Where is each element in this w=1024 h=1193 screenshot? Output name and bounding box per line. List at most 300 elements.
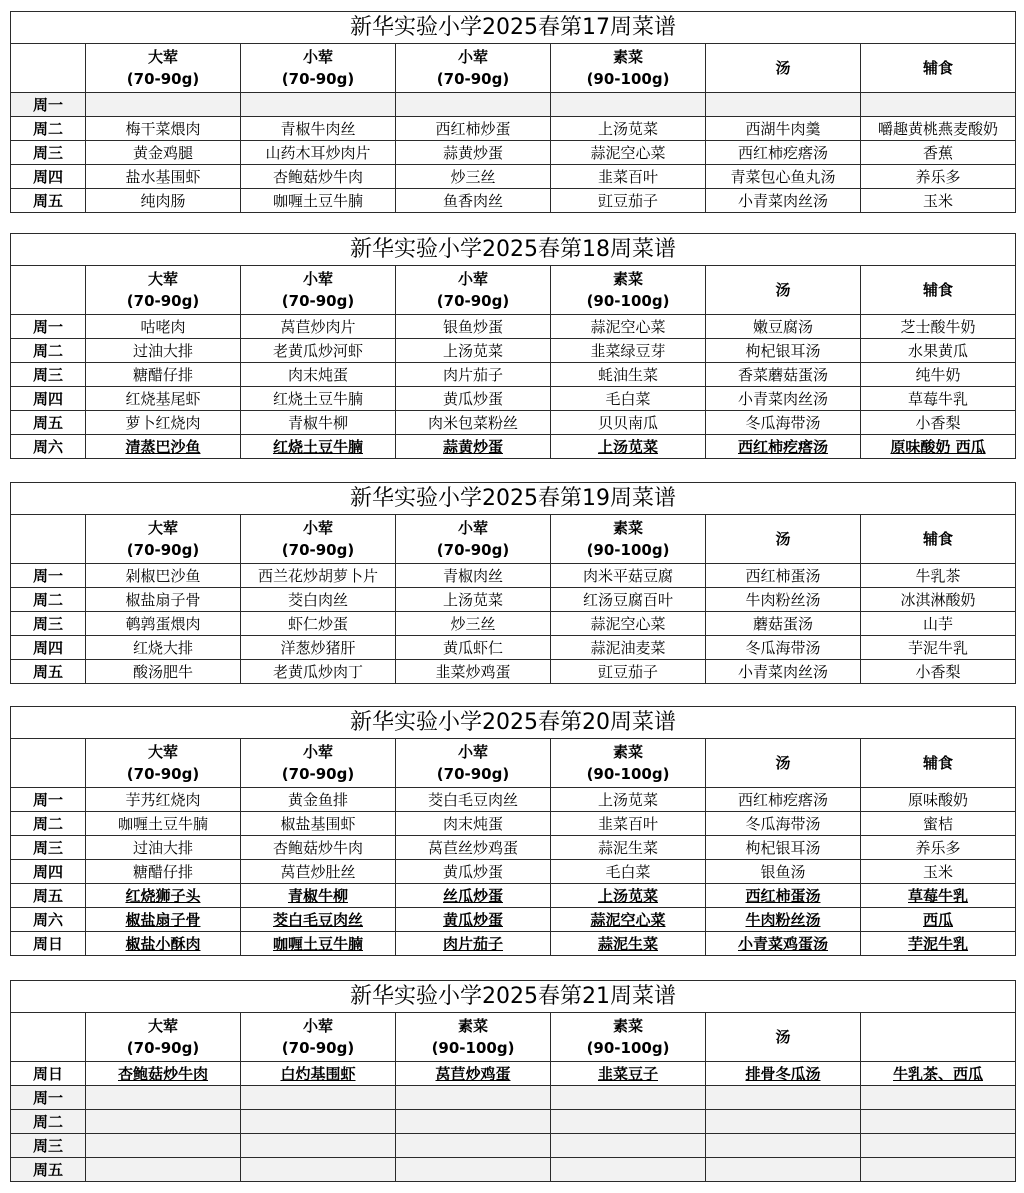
- dish-cell: 老黄瓜炒肉丁: [241, 660, 396, 684]
- dish-cell: 丝瓜炒蛋: [396, 884, 551, 908]
- dish-cell: [861, 93, 1016, 117]
- dish-cell: 糖醋仔排: [86, 363, 241, 387]
- dish-cell: 莴苣炒肚丝: [241, 860, 396, 884]
- dish-cell: 萝卜红烧肉: [86, 411, 241, 435]
- column-header: [86, 44, 241, 93]
- day-label: 周六: [11, 435, 86, 459]
- dish-cell: 蒜泥生菜: [551, 932, 706, 956]
- table-row: [11, 1110, 1016, 1134]
- dish-cell: 西红柿炒蛋: [396, 117, 551, 141]
- column-header: [706, 266, 861, 315]
- table-row: [11, 636, 1016, 660]
- table-row: [11, 315, 1016, 339]
- dish-cell: [706, 1086, 861, 1110]
- column-header-portion: (90-100g): [586, 541, 670, 559]
- day-label: 周一: [11, 788, 86, 812]
- column-header-name: 汤: [775, 754, 791, 772]
- column-header: [86, 266, 241, 315]
- dish-cell: 黄瓜虾仁: [396, 636, 551, 660]
- dish-cell: 芋泥牛乳: [861, 932, 1016, 956]
- table-row: [11, 660, 1016, 684]
- day-label: 周二: [11, 117, 86, 141]
- dish-cell: 香蕉: [861, 141, 1016, 165]
- dish-cell: 茭白肉丝: [241, 588, 396, 612]
- dish-cell: 香菜蘑菇蛋汤: [706, 363, 861, 387]
- day-label: 周四: [11, 636, 86, 660]
- dish-cell: 酸汤肥牛: [86, 660, 241, 684]
- day-label: 周五: [11, 189, 86, 213]
- column-header-portion: (70-90g): [281, 1039, 355, 1057]
- dish-cell: 红烧土豆牛腩: [241, 435, 396, 459]
- column-header: [551, 515, 706, 564]
- dish-cell: 冬瓜海带汤: [706, 636, 861, 660]
- dish-cell: [86, 1134, 241, 1158]
- header-corner: [11, 44, 86, 93]
- day-label: 周五: [11, 884, 86, 908]
- dish-cell: [706, 1134, 861, 1158]
- dish-cell: 蒜黄炒蛋: [396, 141, 551, 165]
- header-corner: [11, 515, 86, 564]
- week-menu-table: [10, 706, 1016, 956]
- column-header: [86, 1013, 241, 1062]
- dish-cell: 排骨冬瓜汤: [706, 1062, 861, 1086]
- column-header: [241, 739, 396, 788]
- dish-cell: 小青菜肉丝汤: [706, 660, 861, 684]
- column-header-name: 大荤: [147, 270, 178, 288]
- column-header: [706, 515, 861, 564]
- dish-cell: 黄瓜炒蛋: [396, 908, 551, 932]
- column-header-portion: (70-90g): [281, 70, 355, 88]
- dish-cell: 玉米: [861, 860, 1016, 884]
- table-row: [11, 411, 1016, 435]
- column-header-name: 素菜: [612, 48, 643, 66]
- table-row: [11, 932, 1016, 956]
- dish-cell: 青菜包心鱼丸汤: [706, 165, 861, 189]
- column-header-name: 素菜: [457, 1017, 488, 1035]
- dish-cell: 毛白菜: [551, 860, 706, 884]
- dish-cell: 芋艿红烧肉: [86, 788, 241, 812]
- dish-cell: 炒三丝: [396, 165, 551, 189]
- dish-cell: [861, 1158, 1016, 1182]
- column-header-portion: (70-90g): [281, 292, 355, 310]
- table-row: [11, 387, 1016, 411]
- dish-cell: 原味酸奶: [861, 788, 1016, 812]
- table-row: [11, 189, 1016, 213]
- dish-cell: 茭白毛豆肉丝: [396, 788, 551, 812]
- column-header: [706, 739, 861, 788]
- column-header-portion: (90-100g): [586, 1039, 670, 1057]
- column-header: [861, 44, 1016, 93]
- table-row: [11, 908, 1016, 932]
- dish-cell: [706, 1110, 861, 1134]
- week-title: 新华实验小学2025春第17周菜谱: [11, 12, 1016, 44]
- dish-cell: 蒜泥油麦菜: [551, 636, 706, 660]
- dish-cell: 鹌鹑蛋煨肉: [86, 612, 241, 636]
- table-row: [11, 836, 1016, 860]
- day-label: 周五: [11, 660, 86, 684]
- column-header-portion: (90-100g): [431, 1039, 515, 1057]
- column-header-name: 辅食: [923, 754, 954, 772]
- dish-cell: [396, 93, 551, 117]
- column-header-name: 汤: [775, 530, 791, 548]
- day-label: 周日: [11, 932, 86, 956]
- dish-cell: 炒三丝: [396, 612, 551, 636]
- column-header-portion: (70-90g): [436, 292, 510, 310]
- day-label: 周一: [11, 315, 86, 339]
- column-header-name: 小荤: [457, 743, 488, 761]
- column-header: [861, 266, 1016, 315]
- dish-cell: 豇豆茄子: [551, 660, 706, 684]
- column-header: [551, 1013, 706, 1062]
- column-header-name: 大荤: [147, 743, 178, 761]
- dish-cell: 杏鲍菇炒牛肉: [241, 165, 396, 189]
- column-header: [551, 266, 706, 315]
- dish-cell: 黄瓜炒蛋: [396, 860, 551, 884]
- dish-cell: 剁椒巴沙鱼: [86, 564, 241, 588]
- dish-cell: 青椒牛肉丝: [241, 117, 396, 141]
- column-header: [396, 266, 551, 315]
- column-header-portion: (90-100g): [586, 70, 670, 88]
- dish-cell: 养乐多: [861, 836, 1016, 860]
- header-corner: [11, 739, 86, 788]
- dish-cell: 莴苣炒肉片: [241, 315, 396, 339]
- dish-cell: 黄瓜炒蛋: [396, 387, 551, 411]
- header-corner: [11, 1013, 86, 1062]
- column-header-name: 小荤: [302, 270, 333, 288]
- dish-cell: 养乐多: [861, 165, 1016, 189]
- column-header: [241, 44, 396, 93]
- dish-cell: 椒盐扇子骨: [86, 588, 241, 612]
- day-label: 周三: [11, 1134, 86, 1158]
- dish-cell: 红烧大排: [86, 636, 241, 660]
- dish-cell: 茭白毛豆肉丝: [241, 908, 396, 932]
- dish-cell: 银鱼汤: [706, 860, 861, 884]
- day-label: 周一: [11, 564, 86, 588]
- column-header-name: 素菜: [612, 1017, 643, 1035]
- dish-cell: 嫩豆腐汤: [706, 315, 861, 339]
- dish-cell: 肉米包菜粉丝: [396, 411, 551, 435]
- dish-cell: [86, 93, 241, 117]
- day-label: 周三: [11, 363, 86, 387]
- dish-cell: [241, 1110, 396, 1134]
- day-label: 周二: [11, 588, 86, 612]
- column-header-name: 汤: [775, 1028, 791, 1046]
- dish-cell: 水果黄瓜: [861, 339, 1016, 363]
- dish-cell: 小青菜鸡蛋汤: [706, 932, 861, 956]
- column-header-name: 辅食: [923, 281, 954, 299]
- day-label: 周五: [11, 1158, 86, 1182]
- dish-cell: [396, 1134, 551, 1158]
- day-label: 周三: [11, 141, 86, 165]
- dish-cell: 咖喱土豆牛腩: [241, 932, 396, 956]
- column-header: [241, 266, 396, 315]
- dish-cell: 西兰花炒胡萝卜片: [241, 564, 396, 588]
- dish-cell: [551, 1158, 706, 1182]
- column-header-portion: (90-100g): [586, 292, 670, 310]
- dish-cell: 上汤苋菜: [551, 435, 706, 459]
- dish-cell: 芋泥牛乳: [861, 636, 1016, 660]
- column-header-name: 小荤: [457, 519, 488, 537]
- table-row: [11, 141, 1016, 165]
- week-title: 新华实验小学2025春第18周菜谱: [11, 234, 1016, 266]
- column-header: [396, 44, 551, 93]
- column-header-portion: (70-90g): [436, 765, 510, 783]
- column-header: [86, 739, 241, 788]
- dish-cell: 红汤豆腐百叶: [551, 588, 706, 612]
- column-header-name: 汤: [775, 59, 791, 77]
- table-row: [11, 1134, 1016, 1158]
- dish-cell: 梅干菜煨肉: [86, 117, 241, 141]
- dish-cell: 莴苣丝炒鸡蛋: [396, 836, 551, 860]
- dish-cell: 肉片茄子: [396, 932, 551, 956]
- dish-cell: 小青菜肉丝汤: [706, 189, 861, 213]
- column-header: [551, 44, 706, 93]
- dish-cell: [86, 1086, 241, 1110]
- dish-cell: 青椒肉丝: [396, 564, 551, 588]
- table-row: [11, 788, 1016, 812]
- column-header: [551, 739, 706, 788]
- day-label: 周四: [11, 860, 86, 884]
- day-label: 周五: [11, 411, 86, 435]
- dish-cell: 莴苣炒鸡蛋: [396, 1062, 551, 1086]
- column-header: [861, 515, 1016, 564]
- column-header-portion: (70-90g): [126, 70, 200, 88]
- column-header-portion: (90-100g): [586, 765, 670, 783]
- dish-cell: 黄金鸡腿: [86, 141, 241, 165]
- table-row: [11, 363, 1016, 387]
- day-label: 周四: [11, 387, 86, 411]
- dish-cell: 牛肉粉丝汤: [706, 588, 861, 612]
- dish-cell: [396, 1086, 551, 1110]
- column-header-name: 素菜: [612, 270, 643, 288]
- column-header: [706, 1013, 861, 1062]
- dish-cell: [706, 93, 861, 117]
- dish-cell: 肉末炖蛋: [241, 363, 396, 387]
- dish-cell: [706, 1158, 861, 1182]
- dish-cell: 纯牛奶: [861, 363, 1016, 387]
- dish-cell: 咖喱土豆牛腩: [241, 189, 396, 213]
- dish-cell: [86, 1158, 241, 1182]
- table-row: [11, 1062, 1016, 1086]
- dish-cell: 糖醋仔排: [86, 860, 241, 884]
- dish-cell: 杏鲍菇炒牛肉: [86, 1062, 241, 1086]
- table-row: [11, 812, 1016, 836]
- dish-cell: 芝士酸牛奶: [861, 315, 1016, 339]
- dish-cell: 西湖牛肉羹: [706, 117, 861, 141]
- dish-cell: 韭菜绿豆芽: [551, 339, 706, 363]
- table-row: [11, 93, 1016, 117]
- column-header-name: 辅食: [923, 530, 954, 548]
- column-header: [396, 1013, 551, 1062]
- week-title: 新华实验小学2025春第19周菜谱: [11, 483, 1016, 515]
- week-menu-table: [10, 233, 1016, 459]
- day-label: 周三: [11, 612, 86, 636]
- dish-cell: 蒜泥空心菜: [551, 908, 706, 932]
- dish-cell: 上汤苋菜: [396, 339, 551, 363]
- dish-cell: 韭菜豆子: [551, 1062, 706, 1086]
- table-row: [11, 1086, 1016, 1110]
- dish-cell: [551, 93, 706, 117]
- dish-cell: 韭菜炒鸡蛋: [396, 660, 551, 684]
- dish-cell: [241, 93, 396, 117]
- dish-cell: 贝贝南瓜: [551, 411, 706, 435]
- dish-cell: 椒盐基围虾: [241, 812, 396, 836]
- dish-cell: 小香梨: [861, 660, 1016, 684]
- dish-cell: 小青菜肉丝汤: [706, 387, 861, 411]
- dish-cell: 肉片茄子: [396, 363, 551, 387]
- dish-cell: 蒜泥空心菜: [551, 315, 706, 339]
- dish-cell: 红烧基尾虾: [86, 387, 241, 411]
- day-label: 周一: [11, 93, 86, 117]
- column-header-name: 小荤: [302, 48, 333, 66]
- column-header: [86, 515, 241, 564]
- dish-cell: 上汤苋菜: [551, 117, 706, 141]
- dish-cell: 咖喱土豆牛腩: [86, 812, 241, 836]
- column-header-name: 汤: [775, 281, 791, 299]
- dish-cell: 冬瓜海带汤: [706, 411, 861, 435]
- day-label: 周二: [11, 812, 86, 836]
- column-header-portion: (70-90g): [126, 1039, 200, 1057]
- table-row: [11, 1158, 1016, 1182]
- dish-cell: 山药木耳炒肉片: [241, 141, 396, 165]
- dish-cell: [861, 1134, 1016, 1158]
- dish-cell: 黄金鱼排: [241, 788, 396, 812]
- column-header-portion: (70-90g): [436, 70, 510, 88]
- day-label: 周二: [11, 1110, 86, 1134]
- dish-cell: [241, 1158, 396, 1182]
- dish-cell: 青椒牛柳: [241, 884, 396, 908]
- column-header-name: 小荤: [302, 1017, 333, 1035]
- dish-cell: 豇豆茄子: [551, 189, 706, 213]
- column-header-portion: (70-90g): [126, 765, 200, 783]
- column-header-name: 小荤: [457, 270, 488, 288]
- column-header-name: 素菜: [612, 519, 643, 537]
- dish-cell: 蒜泥生菜: [551, 836, 706, 860]
- dish-cell: 肉末炖蛋: [396, 812, 551, 836]
- dish-cell: 鱼香肉丝: [396, 189, 551, 213]
- dish-cell: 原味酸奶 西瓜: [861, 435, 1016, 459]
- dish-cell: 上汤苋菜: [551, 884, 706, 908]
- dish-cell: 西红柿疙瘩汤: [706, 435, 861, 459]
- column-header-name: 素菜: [612, 743, 643, 761]
- dish-cell: 韭菜百叶: [551, 812, 706, 836]
- dish-cell: 青椒牛柳: [241, 411, 396, 435]
- dish-cell: 蒜黄炒蛋: [396, 435, 551, 459]
- dish-cell: 咕咾肉: [86, 315, 241, 339]
- header-corner: [11, 266, 86, 315]
- dish-cell: 蒜泥空心菜: [551, 612, 706, 636]
- column-header: [861, 1013, 1016, 1062]
- day-label: 周三: [11, 836, 86, 860]
- dish-cell: 西瓜: [861, 908, 1016, 932]
- column-header: [241, 515, 396, 564]
- dish-cell: 西红柿疙瘩汤: [706, 788, 861, 812]
- table-row: [11, 884, 1016, 908]
- dish-cell: 冬瓜海带汤: [706, 812, 861, 836]
- dish-cell: 上汤苋菜: [396, 588, 551, 612]
- day-label: 周二: [11, 339, 86, 363]
- dish-cell: 牛乳茶、西瓜: [861, 1062, 1016, 1086]
- dish-cell: 牛肉粉丝汤: [706, 908, 861, 932]
- column-header: [706, 44, 861, 93]
- week-menu-table: [10, 482, 1016, 684]
- dish-cell: 银鱼炒蛋: [396, 315, 551, 339]
- day-label: 周六: [11, 908, 86, 932]
- dish-cell: 蜜桔: [861, 812, 1016, 836]
- dish-cell: [861, 1110, 1016, 1134]
- dish-cell: 肉米平菇豆腐: [551, 564, 706, 588]
- dish-cell: 草莓牛乳: [861, 884, 1016, 908]
- dish-cell: 上汤苋菜: [551, 788, 706, 812]
- week-title: 新华实验小学2025春第20周菜谱: [11, 707, 1016, 739]
- dish-cell: 西红柿蛋汤: [706, 564, 861, 588]
- dish-cell: 洋葱炒猪肝: [241, 636, 396, 660]
- dish-cell: 蚝油生菜: [551, 363, 706, 387]
- dish-cell: [551, 1110, 706, 1134]
- column-header: [241, 1013, 396, 1062]
- dish-cell: 老黄瓜炒河虾: [241, 339, 396, 363]
- column-header-portion: (70-90g): [281, 765, 355, 783]
- column-header-name: 小荤: [302, 519, 333, 537]
- dish-cell: [396, 1110, 551, 1134]
- table-row: [11, 165, 1016, 189]
- dish-cell: [86, 1110, 241, 1134]
- dish-cell: 红烧土豆牛腩: [241, 387, 396, 411]
- dish-cell: 牛乳茶: [861, 564, 1016, 588]
- table-row: [11, 564, 1016, 588]
- dish-cell: 椒盐小酥肉: [86, 932, 241, 956]
- table-row: [11, 588, 1016, 612]
- day-label: 周日: [11, 1062, 86, 1086]
- dish-cell: [551, 1134, 706, 1158]
- day-label: 周一: [11, 1086, 86, 1110]
- column-header-name: 小荤: [457, 48, 488, 66]
- dish-cell: [551, 1086, 706, 1110]
- day-label: 周四: [11, 165, 86, 189]
- dish-cell: [861, 1086, 1016, 1110]
- dish-cell: 椒盐扇子骨: [86, 908, 241, 932]
- dish-cell: 白灼基围虾: [241, 1062, 396, 1086]
- dish-cell: 盐水基围虾: [86, 165, 241, 189]
- table-row: [11, 339, 1016, 363]
- dish-cell: 红烧狮子头: [86, 884, 241, 908]
- dish-cell: 枸杞银耳汤: [706, 339, 861, 363]
- dish-cell: 蒜泥空心菜: [551, 141, 706, 165]
- table-row: [11, 435, 1016, 459]
- table-row: [11, 117, 1016, 141]
- column-header-name: 辅食: [923, 59, 954, 77]
- dish-cell: 毛白菜: [551, 387, 706, 411]
- dish-cell: 草莓牛乳: [861, 387, 1016, 411]
- dish-cell: 韭菜百叶: [551, 165, 706, 189]
- column-header-name: 大荤: [147, 519, 178, 537]
- dish-cell: 虾仁炒蛋: [241, 612, 396, 636]
- week-menu-table: [10, 11, 1016, 213]
- column-header-portion: (70-90g): [126, 292, 200, 310]
- dish-cell: 玉米: [861, 189, 1016, 213]
- dish-cell: 西红柿蛋汤: [706, 884, 861, 908]
- dish-cell: 小香梨: [861, 411, 1016, 435]
- column-header-name: 小荤: [302, 743, 333, 761]
- dish-cell: 纯肉肠: [86, 189, 241, 213]
- dish-cell: 枸杞银耳汤: [706, 836, 861, 860]
- column-header: [861, 739, 1016, 788]
- dish-cell: 冰淇淋酸奶: [861, 588, 1016, 612]
- dish-cell: 杏鲍菇炒牛肉: [241, 836, 396, 860]
- dish-cell: 蘑菇蛋汤: [706, 612, 861, 636]
- column-header-portion: (70-90g): [281, 541, 355, 559]
- dish-cell: 清蒸巴沙鱼: [86, 435, 241, 459]
